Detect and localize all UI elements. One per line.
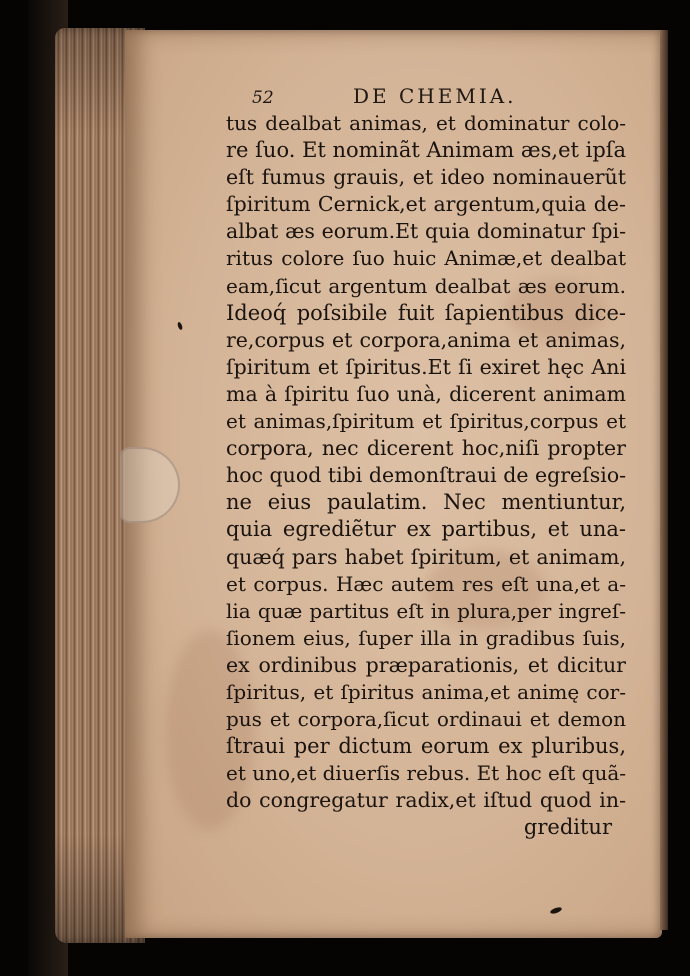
catchword: greditur — [523, 815, 612, 840]
text-line: et uno,et diuerſis rebus. Et hoc eſt quã- — [226, 761, 627, 786]
text-line: do congregatur radix,et iſtud quod in- — [226, 788, 626, 813]
text-line: ex ordinibus præparationis, et dicitur — [226, 652, 626, 677]
body-text — [226, 110, 626, 842]
text-line: pus et corpora,ſicut ordinaui et demon — [226, 707, 626, 732]
text-line: tus dealbat animas, et dominatur colo- — [226, 111, 626, 135]
text-line: eam,ſicut argentum dealbat æs eorum. — [226, 273, 626, 298]
running-title: DE CHEMIA. — [353, 84, 517, 108]
text-line: re,corpus et corpora,anima et animas, — [226, 327, 626, 352]
text-line: ſpiritum et ſpiritus.Et ſi exiret hęc Ani — [226, 354, 626, 379]
text-line: ſtraui per dictum eorum ex pluribus, — [226, 734, 626, 759]
text-line: ma à ſpiritu ſuo unà, dicerent animam — [226, 381, 626, 406]
text-line: Ideoq́ poſsibile fuit ſapientibus dice- — [226, 300, 626, 325]
text-line: ſpiritum Cernick,et argentum,quia de- — [226, 192, 626, 217]
text-line: ritus colore ſuo huic Animæ,et dealbat — [226, 246, 626, 271]
text-line: quæq́ pars habet ſpiritum, et animam, — [226, 544, 626, 569]
page-number: 52 — [252, 88, 274, 108]
text-line: lia quæ partitus eſt in plura,per ingreſ- — [226, 598, 626, 623]
text-line: hoc quod tibi demonſtraui de egreſsio- — [226, 463, 627, 488]
text-line: re ſuo. Et nominãt Animam æs,et ipſa — [226, 138, 627, 163]
text-line: albat æs eorum.Et quia dominatur ſpi- — [226, 219, 626, 244]
text-line: et corpus. Hæc autem res eſt una,et a- — [226, 571, 626, 596]
text-line: ſpiritus, et ſpiritus anima,et animę cor- — [226, 679, 626, 704]
page-header — [252, 84, 612, 108]
text-line: corpora, nec dicerent hoc,niſi propter — [226, 436, 626, 461]
text-line: ſionem eius, ſuper illa in gradibus ſuis, — [226, 625, 626, 650]
next-page-edge — [660, 30, 668, 930]
text-line: eſt fumus grauis, et ideo nominauerũt — [226, 165, 626, 190]
text-line: ne eius paulatim. Nec mentiuntur, — [226, 490, 626, 515]
text-line: quia egrediẽtur ex partibus, et una- — [226, 517, 626, 542]
text-line: et animas,ſpiritum et ſpiritus,corpus et — [226, 409, 626, 434]
